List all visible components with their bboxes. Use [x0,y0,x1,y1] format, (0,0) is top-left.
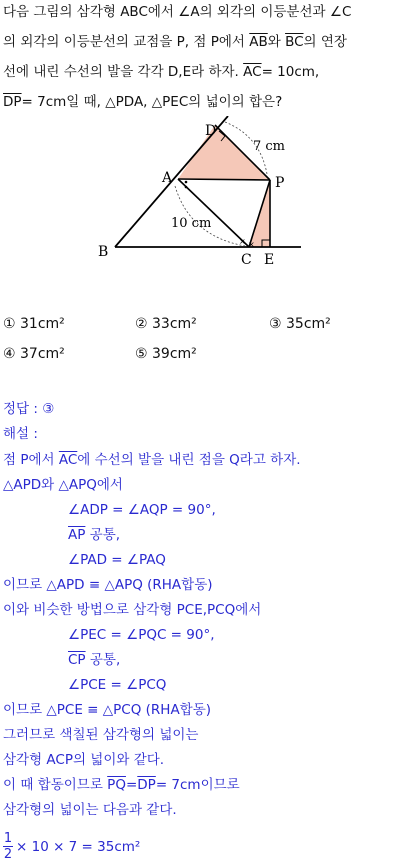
solution-header: 해설 : [3,426,38,442]
problem-line-2: 의 외각의 이등분선의 교점을 P, 점 P에서 $\overline{AB}$와 $\overline{BC}$의 연장 [3,34,347,50]
solution-line-16: × 10 × 7 = 35cm² [16,839,141,855]
choice-3[interactable]: ③ 35cm² [269,316,331,332]
solution-line-8: ∠PEC = ∠PQC = 90°, [68,627,215,643]
fraction-numerator: 1 [3,831,13,846]
label-length-dp: 7 cm [253,139,286,154]
answer-line: 정답 : ③ [3,401,55,417]
solution-line-5: ∠PAD = ∠PAQ [68,552,166,568]
angle-mark-c2: × [248,240,255,249]
solution-line-1: 점 P에서 $\overline{AC}$에 수선의 발을 내린 점을 Q라고 하자. [3,452,301,468]
segment-ap [178,179,270,180]
solution-line-13: 삼각형 ACP의 넓이와 같다. [3,752,165,768]
solution-line-9: $\overline{CP}$ 공통, [68,652,121,668]
solution-line-2: △APD와 △APQ에서 [3,477,123,493]
fraction-denominator: 2 [3,847,13,862]
solution-line-6: 이므로 △APD ≡ △APQ (RHA합동) [3,577,213,593]
geometry-figure [95,116,310,264]
solution-line-4: $\overline{AP}$ 공통, [68,527,121,543]
label-e: E [264,252,275,264]
angle-mark-a2 [185,186,188,189]
solution-line-12: 그러므로 색칠된 삼각형의 넓이는 [3,727,199,743]
solution-line-10: ∠PCE = ∠PCQ [68,677,167,693]
solution-line-7: 이와 비슷한 방법으로 삼각형 PCE,PCQ에서 [3,602,262,618]
label-length-ac: 10 cm [171,216,212,231]
label-b: B [98,244,109,260]
choice-4[interactable]: ④ 37cm² [3,346,65,362]
label-d: D [205,123,217,139]
fraction-one-half [3,832,13,861]
angle-mark-c1: × [239,237,246,246]
solution-line-3: ∠ADP = ∠AQP = 90°, [68,502,216,518]
problem-line-4: $\overline{DP}= 7cm$일 때, △PDA, △PEC의 넓이의 합은? [3,94,283,110]
problem-line-1: 다음 그림의 삼각형 ABC에서 ∠A의 외각의 이등분선과 ∠C [3,4,352,20]
solution-line-14: 이 때 합동이므로 $\overline{PQ}=\overline{DP}= 7cm$이므로 [3,777,240,793]
choice-2[interactable]: ② 33cm² [135,316,197,332]
problem-line-3: 선에 내린 수선의 발을 각각 D,E라 하자. $\overline{AC}= 10cm$, [3,64,320,80]
label-a: A [162,170,173,186]
solution-line-15: 삼각형의 넓이는 다음과 같다. [3,802,177,818]
choice-1[interactable]: ① 31cm² [3,316,65,332]
solution-line-11: 이므로 △PCE ≡ △PCQ (RHA합동) [3,702,212,718]
choice-5[interactable]: ⑤ 39cm² [135,346,197,362]
label-c: C [241,252,252,264]
label-p: P [275,175,285,191]
angle-mark-a1 [185,181,188,184]
